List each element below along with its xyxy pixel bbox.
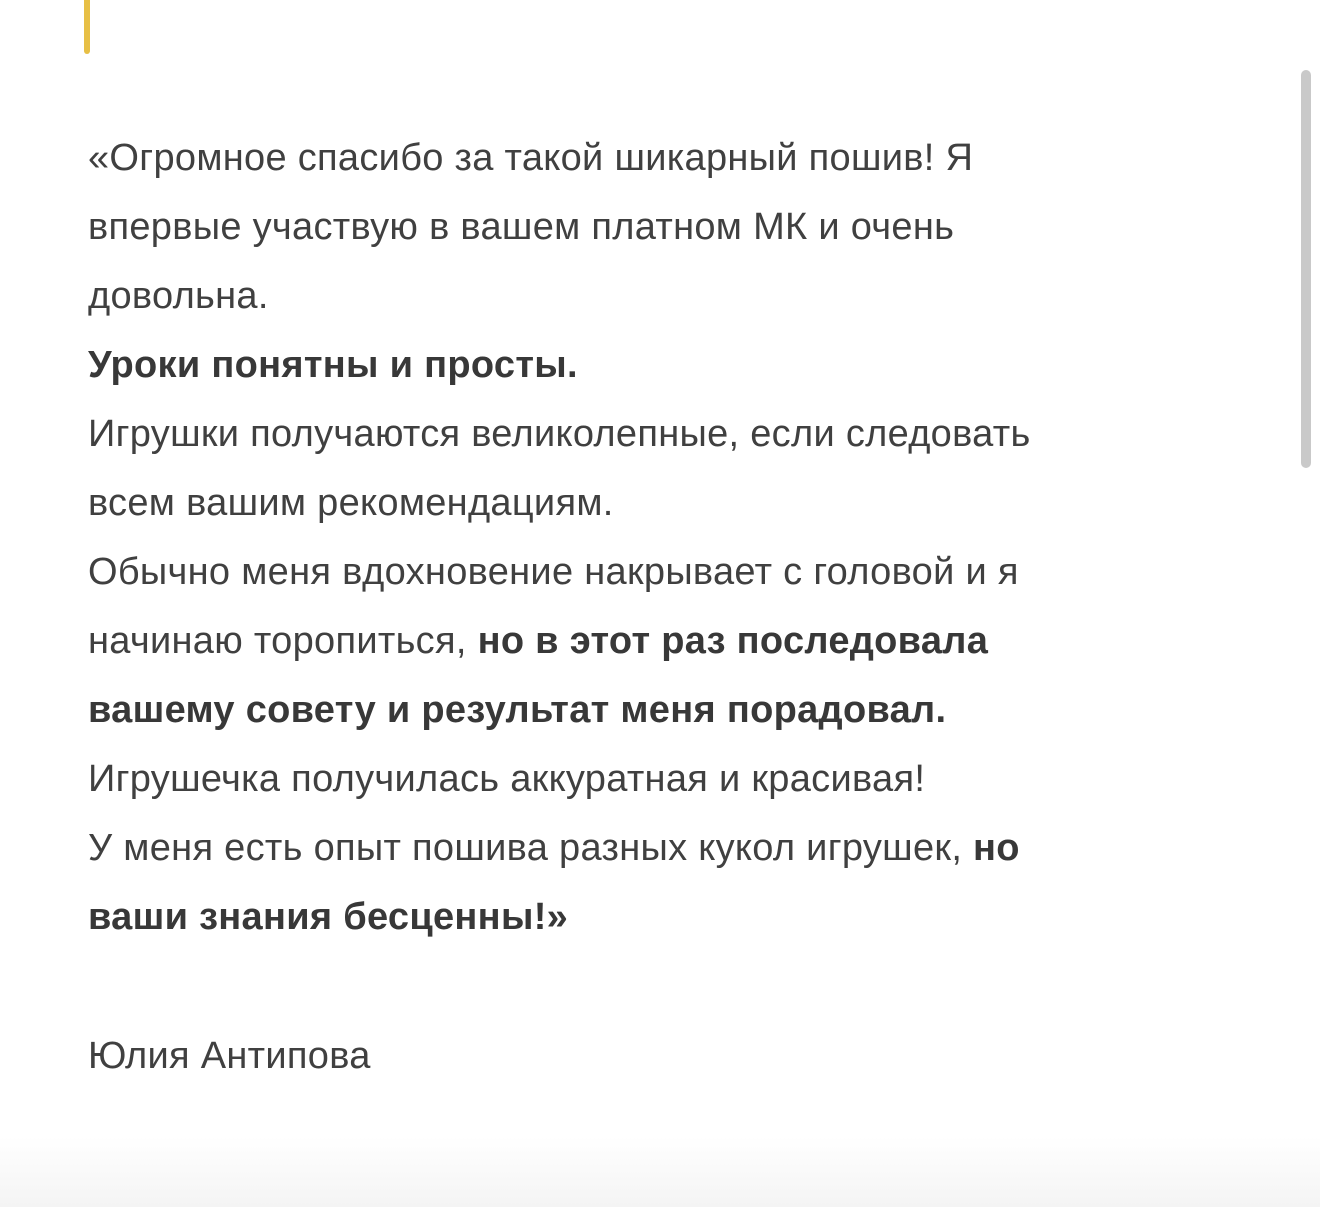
regular-text: начинаю торопиться,: [88, 620, 478, 662]
review-line-mixed: [88, 814, 1208, 883]
review-line: Игрушки получаются великолепные, если следовать: [88, 413, 1031, 455]
review-line: «Огромное спасибо за такой шикарный пошив! Я: [88, 137, 974, 179]
review-line-mixed: [88, 607, 1208, 676]
bold-text: но в этот раз последовала: [477, 620, 989, 662]
review-line-bold: [88, 883, 1208, 952]
scrollbar-thumb[interactable]: [1301, 70, 1311, 468]
regular-text: У меня есть опыт пошива разных кукол игрушек,: [88, 827, 974, 869]
review-line: всем вашим рекомендациям.: [88, 482, 614, 524]
bold-text: Уроки понятны и просты.: [88, 344, 578, 386]
quote-accent-bar: [84, 0, 90, 54]
review-line: Игрушечка получилась аккуратная и красивая!: [88, 758, 926, 800]
bold-text: вашему совету и результат меня порадовал.: [88, 689, 947, 731]
review-author: Юлия Антипова: [88, 1035, 371, 1077]
bold-text: ваши знания бесценны!»: [88, 896, 569, 938]
review-line: довольна.: [88, 275, 269, 317]
review-line: впервые участвую в вашем платном МК и очень: [88, 206, 955, 248]
review-line-bold: [88, 676, 1208, 745]
review-quote: [88, 124, 1208, 952]
review-line-bold: [88, 331, 1208, 400]
bottom-fade: [0, 1137, 1320, 1207]
bold-text: но: [973, 827, 1020, 869]
review-line: Обычно меня вдохновение накрывает с головой и я: [88, 551, 1019, 593]
